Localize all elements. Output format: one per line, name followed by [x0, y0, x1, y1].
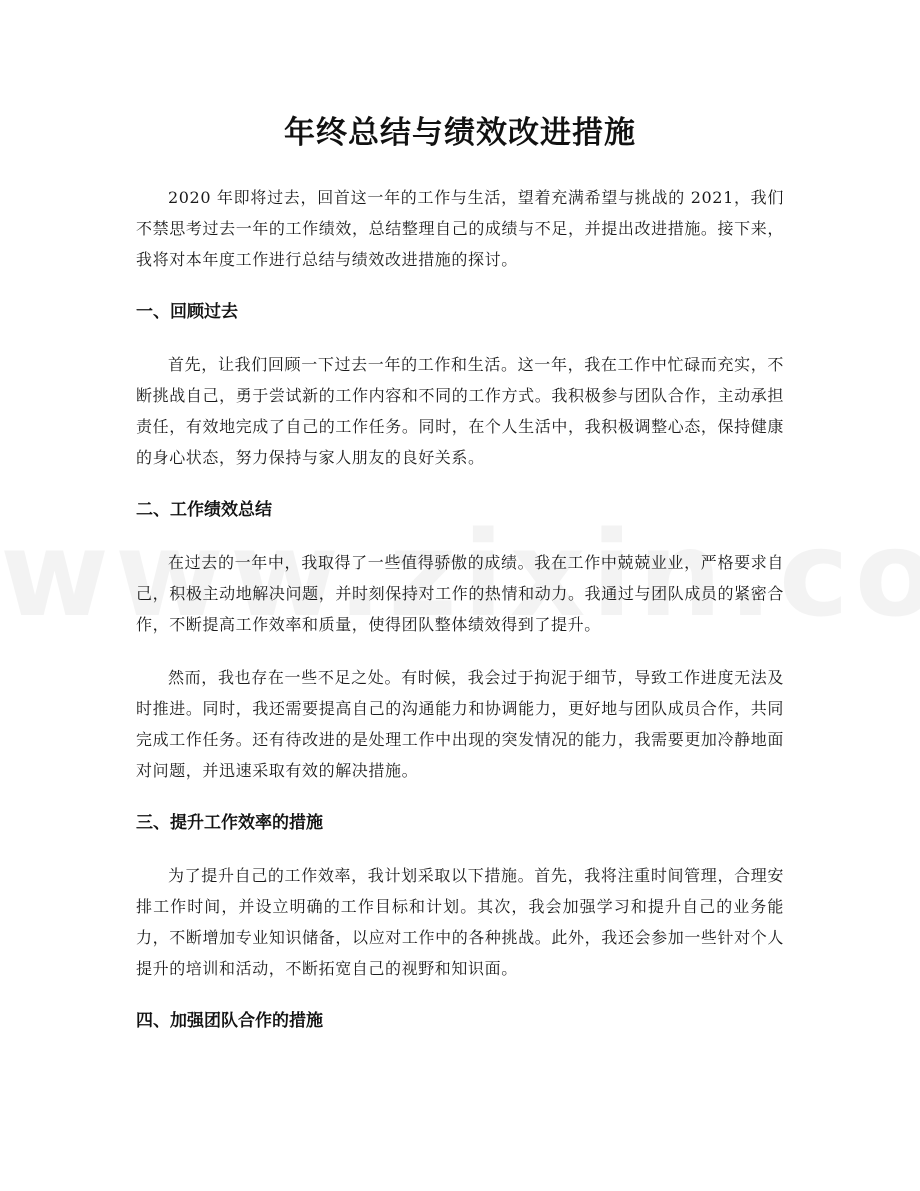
page-title: 年终总结与绩效改进措施 [284, 115, 636, 151]
intro-paragraph: 2020 年即将过去，回首这一年的工作与生活，望着充满希望与挑战的 2021，我们不禁思考过去一年的工作绩效，总结整理自己的成绩与不足，并提出改进措施。接下来，我将对本年度工作进行总结与绩效改进措施的探讨。 [136, 188, 784, 269]
section-paragraph-efficiency: 为了提升自己的工作效率，我计划采取以下措施。首先，我将注重时间管理，合理安排工作时间，并设立明确的工作目标和计划。其次，我会加强学习和提升自己的业务能力，不断增加专业知识储备，以应对工作中的各种挑战。此外，我还会参加一些针对个人提升的培训和活动，不断拓宽自己的视野和知识面。 [136, 866, 784, 978]
section-heading-performance: 二、工作绩效总结 [136, 500, 272, 520]
section-heading-efficiency: 三、提升工作效率的措施 [136, 813, 323, 833]
section-heading-review: 一、回顾过去 [136, 302, 238, 322]
section-paragraph-performance-achievements: 在过去的一年中，我取得了一些值得骄傲的成绩。我在工作中兢兢业业，严格要求自己，积极主动地解决问题，并时刻保持对工作的热情和动力。我通过与团队成员的紧密合作，不断提高工作效率和质量，使得团队整体绩效得到了提升。 [136, 553, 784, 634]
section-heading-teamwork: 四、加强团队合作的措施 [136, 1011, 323, 1031]
section-paragraph-performance-shortcomings: 然而，我也存在一些不足之处。有时候，我会过于拘泥于细节，导致工作进度无法及时推进。同时，我还需要提高自己的沟通能力和协调能力，更好地与团队成员合作，共同完成工作任务。还有待改进的是处理工作中出现的突发情况的能力，我需要更加冷静地面对问题，并迅速采取有效的解决措施。 [136, 668, 784, 780]
section-paragraph-review: 首先，让我们回顾一下过去一年的工作和生活。这一年，我在工作中忙碌而充实，不断挑战自己，勇于尝试新的工作内容和不同的工作方式。我积极参与团队合作，主动承担责任，有效地完成了自己的工作任务。同时，在个人生活中，我积极调整心态，保持健康的身心状态，努力保持与家人朋友的良好关系。 [136, 355, 784, 467]
